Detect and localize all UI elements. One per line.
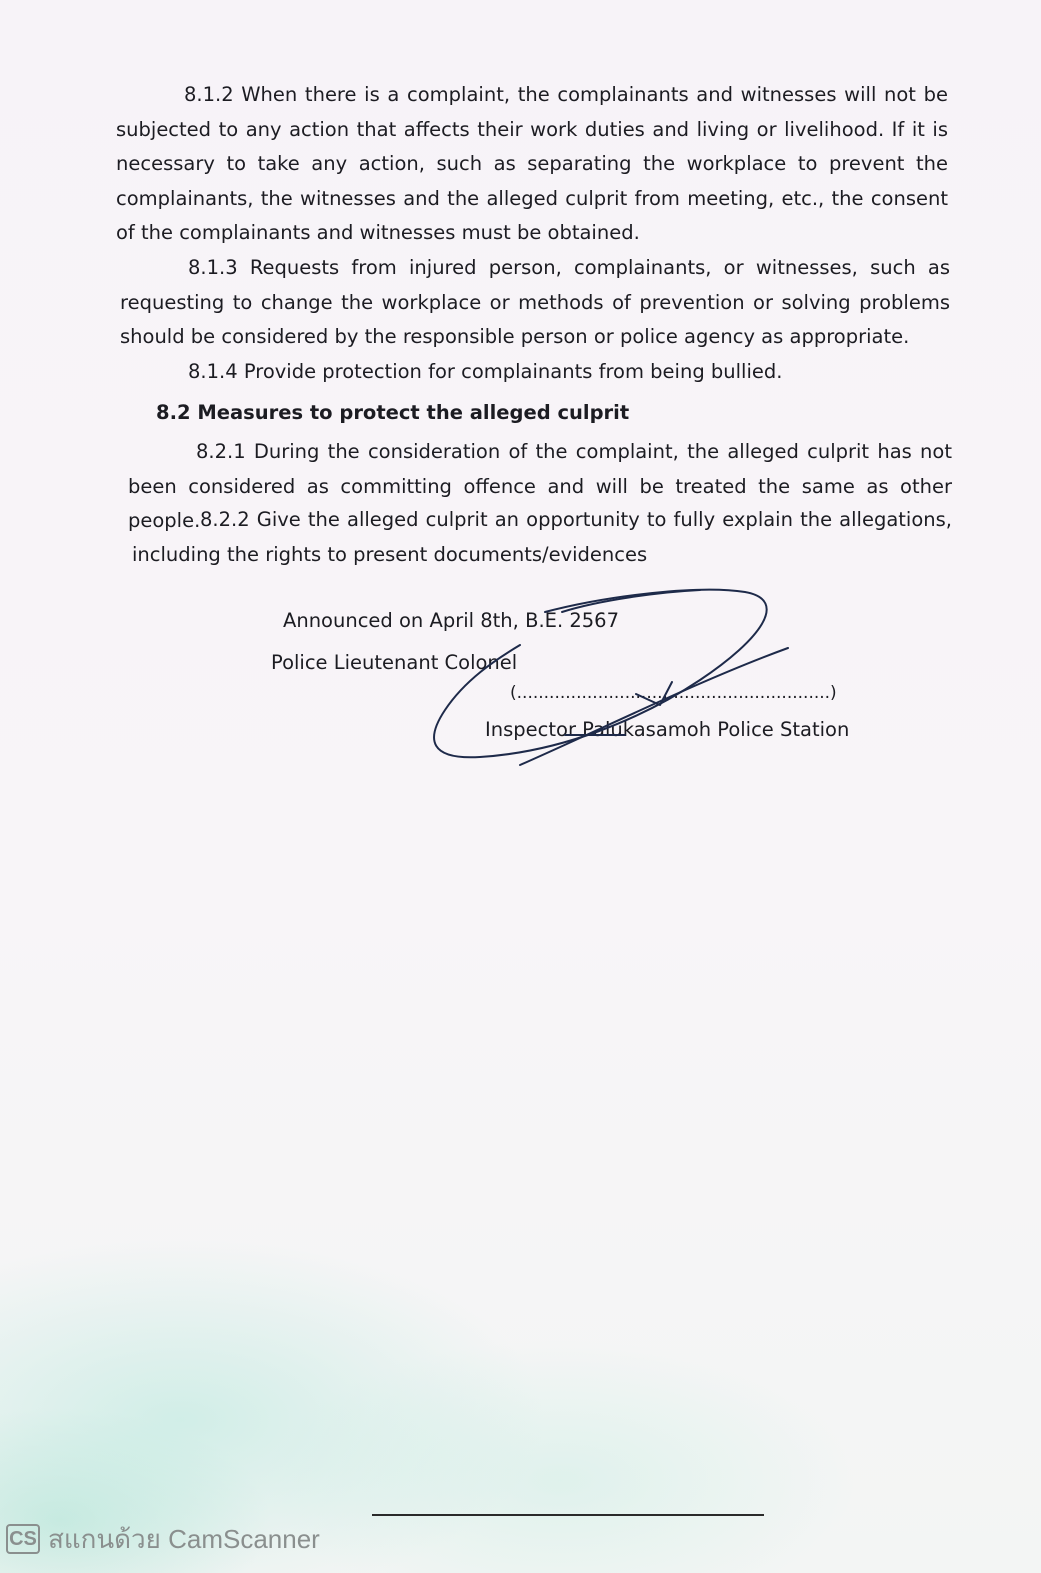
signature-slash-stroke xyxy=(520,648,788,765)
announcement-date: Announced on April 8th, B.E. 2567 xyxy=(283,609,619,632)
paragraph-8-2-2: 8.2.2 Give the alleged culprit an opportunity to fully explain the allegations, including the rights to present documents/evidences xyxy=(132,508,952,566)
signatory-rank: Police Lieutenant Colonel xyxy=(271,651,518,674)
signatory-title: Inspector Palukasamoh Police Station xyxy=(485,718,850,741)
footer-rule xyxy=(372,1514,764,1516)
camscanner-logo-icon: CS xyxy=(6,1524,40,1554)
paragraph-8-1-4: 8.1.4 Provide protection for complainants from being bullied. xyxy=(188,360,783,383)
section-heading-8-2: 8.2 Measures to protect the alleged culprit xyxy=(156,401,630,424)
camscanner-watermark xyxy=(6,1522,320,1556)
paragraph-8-2-1: 8.2.1 During the consideration of the complaint, the alleged culprit has not been considered as committing offence and will be treated the same as other people. xyxy=(128,440,952,532)
paragraph-8-1-3: 8.1.3 Requests from injured person, complainants, or witnesses, such as requesting to change the workplace or methods of prevention or solving problems should be considered by the responsible person or police agency as appropriate. xyxy=(120,256,950,348)
paragraph-8-1-2: 8.1.2 When there is a complaint, the complainants and witnesses will not be subjected to any action that affects their work duties and living or livelihood. If it is necessary to take any action, such as separating the workplace to prevent the complainants, the witnesses and the alleged culprit from meeting, etc., the consent of the complainants and witnesses must be obtained. xyxy=(116,83,948,244)
signatory-name-placeholder: (..........................................................) xyxy=(510,683,837,703)
camscanner-watermark-text: สแกนด้วย CamScanner xyxy=(48,1523,320,1554)
